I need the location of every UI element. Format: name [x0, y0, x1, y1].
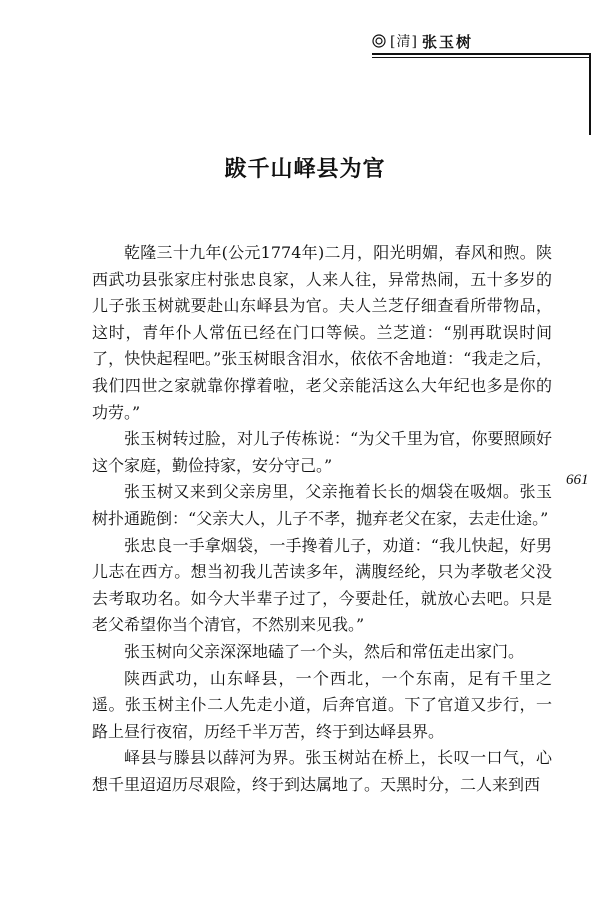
header-rule-thin — [372, 57, 590, 58]
header-side-rule — [589, 53, 591, 135]
header-rule — [372, 53, 590, 55]
paragraph: 张忠良一手拿烟袋，一手搀着儿子，劝道：“我儿快起，好男儿志在西方。想当初我儿苦读多年，满腹经纶，只为孝敬老父没去考取功名。如今大半辈子过了，今要赴任，就放心去吧。只是老父希望你当个清官，不然别来见我。” — [92, 535, 552, 635]
concentric-circle-icon — [372, 34, 386, 48]
chapter-title: 跋千山峄县为官 — [224, 157, 386, 182]
body-text — [92, 240, 552, 798]
page-number: 661 — [566, 472, 589, 488]
paragraph: 陕西武功，山东峄县，一个西北，一个东南，足有千里之遥。张玉树主仆二人先走小道，后奔官道。下了官道又步行，一路上昼行夜宿，历经千半万苦，终于到达峄县界。 — [92, 668, 552, 741]
paragraph: 乾隆三十九年(公元1774年)二月，阳光明媚，春风和煦。陕西武功县张家庄村张忠良家，人来人往，异常热闹，五十多岁的儿子张玉树就要赴山东峄县为官。夫人兰芝仔细查看所带物品，这时，青年仆人常伍已经在门口等候。兰芝道：“别再耽误时间了，快快起程吧。”张玉树眼含泪水，依依不舍地道：“我走之后，我们四世之家就靠你撑着啦，老父亲能活这么大年纪也多是你的功劳。” — [92, 243, 552, 422]
paragraph: 峄县与滕县以薛河为界。张玉树站在桥上，长叹一口气，心想千里迢迢历尽艰险，终于到达属地了。天黑时分，二人来到西 — [92, 748, 552, 794]
header-author: 张玉树 — [421, 32, 473, 51]
paragraph: 张玉树转过脸，对儿子传栋说：“为父千里为官，你要照顾好这个家庭，勤俭持家，安分守己。” — [92, 429, 552, 475]
running-header — [372, 30, 473, 52]
header-dynasty: [清] — [390, 34, 418, 50]
paragraph: 张玉树向父亲深深地磕了一个头，然后和常伍走出家门。 — [124, 641, 525, 661]
paragraph: 张玉树又来到父亲房里，父亲拖着长长的烟袋在吸烟。张玉树扑通跪倒：“父亲大人，儿子不孝，抛弃老父在家，去走仕途。” — [92, 482, 552, 528]
